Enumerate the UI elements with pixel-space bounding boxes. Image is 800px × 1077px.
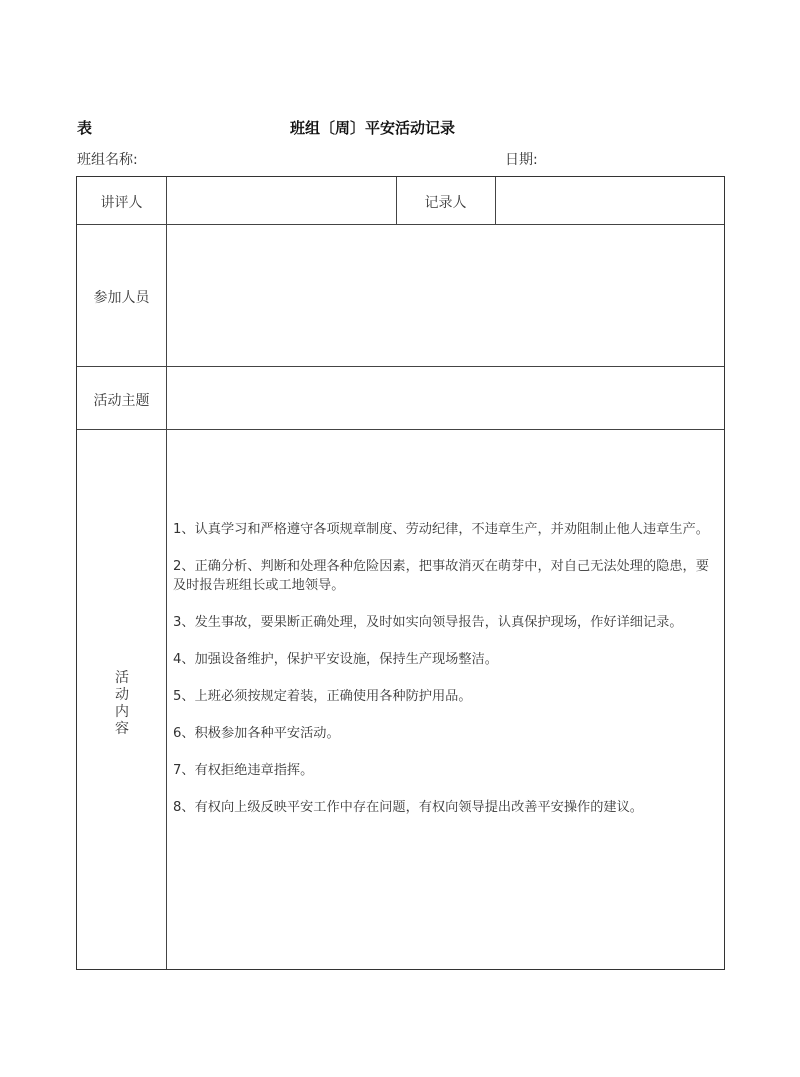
list-item: 8、有权向上级反映平安工作中存在问题，有权向领导提出改善平安操作的建议。 — [173, 800, 643, 815]
recorder-label: 记录人 — [424, 195, 467, 211]
list-item: 7、有权拒绝违章指挥。 — [173, 763, 314, 778]
row-divider — [77, 429, 724, 430]
list-item: 6、积极参加各种平安活动。 — [173, 726, 340, 741]
content-label-char: 内 — [115, 704, 129, 720]
list-item: 5、上班必须按规定着装，正确使用各种防护用品。 — [173, 689, 472, 704]
list-item: 1、认真学习和严格遵守各项规章制度、劳动纪律，不违章生产，并劝阻制止他人违章生产。 — [173, 522, 709, 537]
content-label — [77, 670, 167, 738]
list-item: 2、正确分析、判断和处理各种危险因素，把事故消灭在萌芽中，对自己无法处理的隐患，要及时报告班组长或工地领导。 — [173, 559, 709, 593]
table-label: 表 — [77, 119, 93, 137]
list-item: 3、发生事故，要果断正确处理，及时如实向领导报告，认真保护现场，作好详细记录。 — [173, 615, 683, 630]
topic-label: 活动主题 — [93, 393, 150, 409]
content-label-char: 容 — [115, 721, 129, 737]
page-title: 班组〔周〕平安活动记录 — [290, 119, 456, 137]
row-divider — [77, 366, 724, 367]
content-label-char: 动 — [115, 687, 129, 703]
reviewer-label: 讲评人 — [100, 195, 143, 211]
row-divider — [77, 224, 724, 225]
activity-content — [173, 520, 718, 835]
participants-label: 参加人员 — [93, 290, 150, 306]
date-label: 日期: — [505, 152, 538, 168]
content-label-char: 活 — [115, 670, 129, 686]
list-item: 4、加强设备维护，保护平安设施，保持生产现场整洁。 — [173, 652, 498, 667]
record-table — [76, 176, 725, 970]
column-divider — [166, 177, 167, 969]
column-divider — [495, 177, 496, 224]
team-name-label: 班组名称: — [77, 152, 138, 168]
